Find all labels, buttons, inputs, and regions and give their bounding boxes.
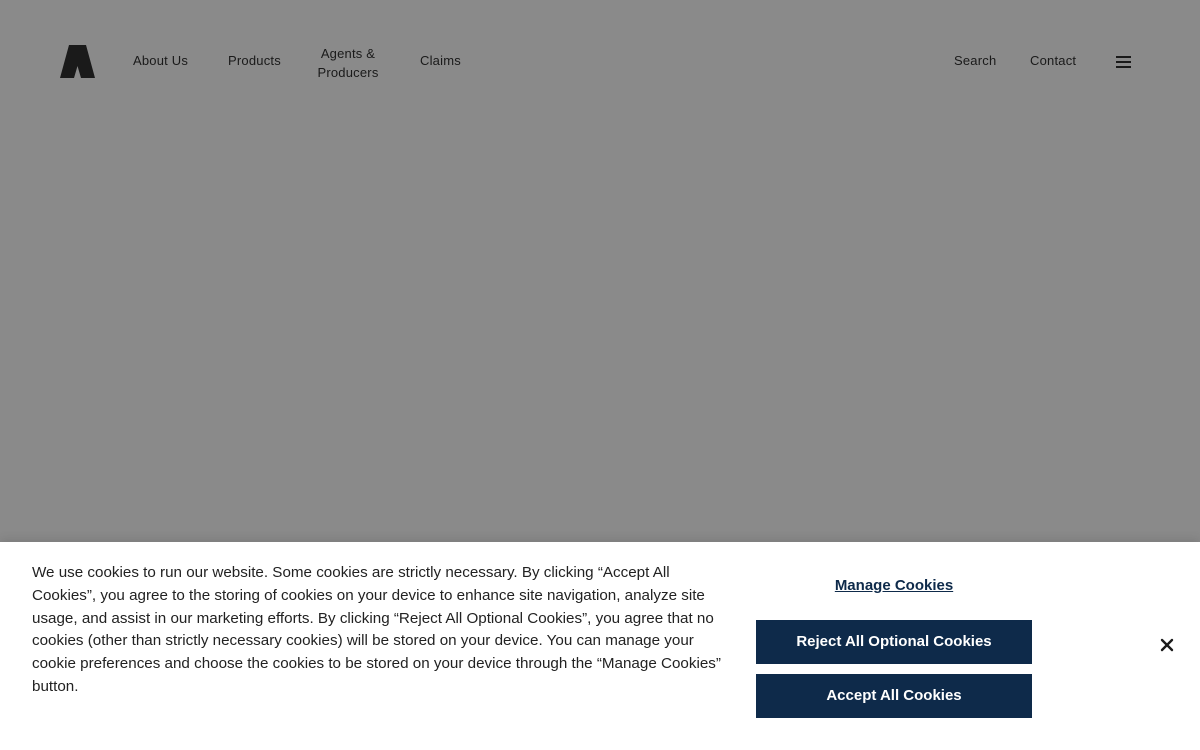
nav-contact[interactable]: Contact xyxy=(1030,53,1077,68)
nav-search[interactable]: Search xyxy=(954,53,997,68)
cookie-consent-banner xyxy=(0,542,1200,750)
hamburger-menu-icon[interactable] xyxy=(1115,55,1133,69)
nav-about-us[interactable]: About Us xyxy=(133,53,189,68)
brand-logo-icon[interactable] xyxy=(60,45,95,78)
menu-bar xyxy=(1116,61,1131,63)
brand-a-logo-icon xyxy=(60,45,95,78)
accept-all-cookies-button[interactable]: Accept All Cookies xyxy=(756,674,1032,718)
nav-claims[interactable]: Claims xyxy=(420,53,461,68)
nav-products[interactable]: Products xyxy=(228,53,281,68)
menu-bar xyxy=(1116,56,1131,58)
close-x-glyph xyxy=(1159,637,1175,653)
manage-cookies-link[interactable]: Manage Cookies xyxy=(834,577,954,594)
nav-agents-producers[interactable]: Agents & Producers xyxy=(317,46,379,80)
menu-bar xyxy=(1116,66,1131,68)
close-icon[interactable] xyxy=(1159,637,1175,653)
site-header xyxy=(0,0,1200,122)
reject-optional-cookies-button[interactable]: Reject All Optional Cookies xyxy=(756,620,1032,664)
cookie-message: We use cookies to run our website. Some cookies are strictly necessary. By clicking “Accept All Cookies”, you agree to the storing of cookies on your device to enhance site navigation, analyze site usage, and assist in our marketing efforts. By clicking “Reject All Optional Cookies”, you agree that no cookies (other than strictly necessary cookies) will be stored on your device. You can manage your cookie preferences and choose the cookies to be stored on your device through the “Manage Cookies” button. xyxy=(32,564,721,695)
